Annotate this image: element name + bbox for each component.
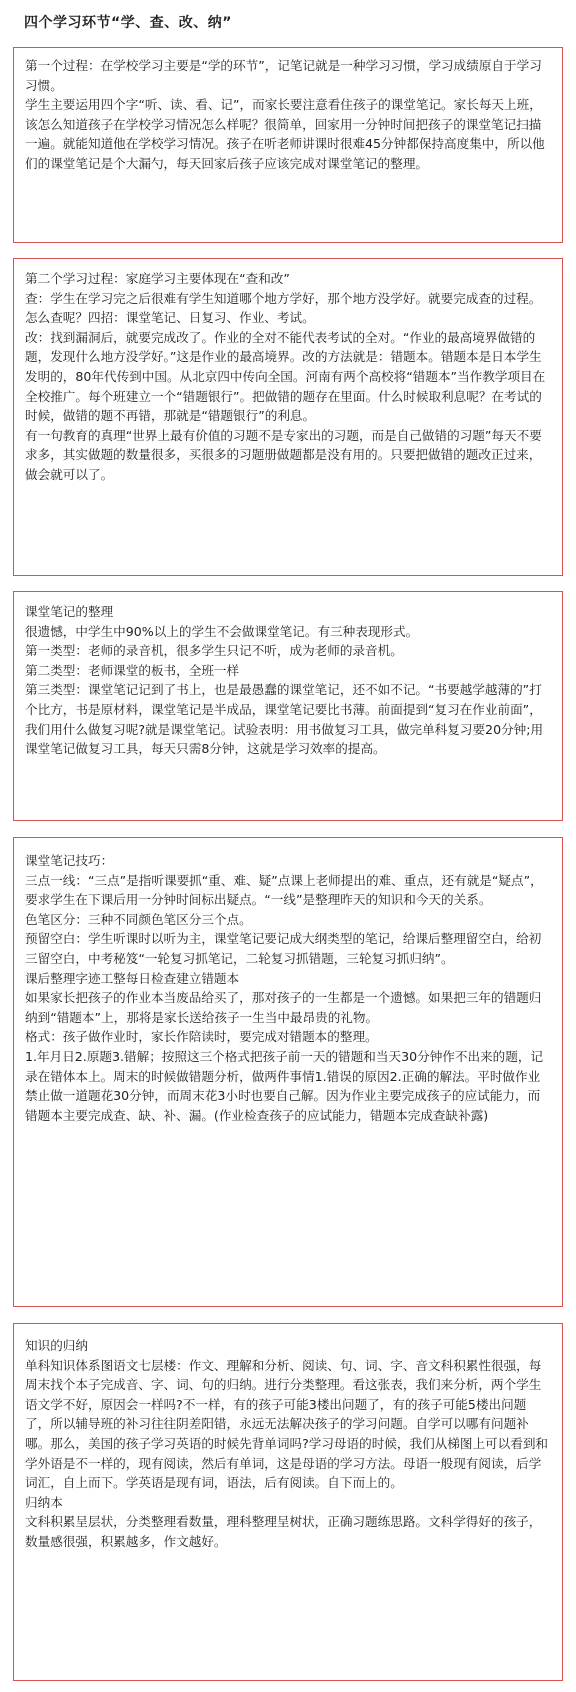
section-note-techniques xyxy=(13,837,563,1307)
paragraph: 三点一线：“三点”是指听课要抓“重、难、疑”点课上老师提出的难、重点，还有就是“疑点”，要求学生在下课后用一分钟时间标出疑点。“一线”是整理昨天的知识和今天的关系。 xyxy=(25,872,543,908)
section-heading: 知识的归纳 xyxy=(25,1338,88,1353)
page-title: 四个学习环节“学、查、改、纳” xyxy=(24,15,232,31)
paragraph: 查：学生在学习完之后很难有学生知道哪个地方学好，那个地方没学好。就要完成查的过程。怎么查呢？四招：课堂笔记、日复习、作业、考试。 xyxy=(25,290,542,326)
paragraph: 单科知识体系图语文七层楼：作文、理解和分析、阅读、句、词、字、音文科积累性很强，每周末找个本子完成音、字、词、句的归纳。进行分类整理。看这张表，我们来分析，两个学生语文学不好，原因会一样吗?不一样，有的孩子可能3楼出问题了，有的孩子可能5楼出问题了，所以辅导班的补习往往阴差阳错，永远无法解决孩子的学习问题。自学可以哪有问题补哪。那么，美国的孩子学习英语的时候先背单词吗?学习母语的时候，我们从梯图上可以看到和学外语是不一样的，现有阅读，然后有单词，这是母语的学习方法。母语一般现有阅读，后学词汇，自上而下。学英语是现有词，语法，后有阅读。自下而上的。 xyxy=(25,1357,549,1491)
paragraph: 第一个过程：在学校学习主要是“学的环节”，记笔记就是一种学习习惯，学习成绩原自于学习习惯。 xyxy=(25,58,542,93)
paragraph: 很遗憾，中学生中90%以上的学生不会做课堂笔记。有三种表现形式。 xyxy=(25,623,419,639)
section-heading: 课堂笔记的整理 xyxy=(25,604,114,619)
section-learn xyxy=(13,47,563,243)
paragraph: 文科积累呈层状，分类整理看数量，理科整理呈树状，正确习题练思路。文科学得好的孩子，数量感很强，积累越多，作文越好。 xyxy=(25,1514,542,1549)
paragraph: 归纳本 xyxy=(25,1494,63,1510)
section-check-and-correct xyxy=(13,258,563,576)
paragraph: 第三类型：课堂笔记记到了书上，也是最愚蠢的课堂笔记，还不如不记。“书要越学越薄的”打个比方，书是原材料，课堂笔记是半成品，课堂笔记要比书薄。前面提到“复习在作业前面”，我们用什么做复习呢?就是课堂笔记。试验表明：用书做复习工具，做完单科复习要20分钟;用课堂笔记做复习工具，每天只需8分钟，这就是学习效率的提高。 xyxy=(25,682,544,757)
paragraph: 有一句教育的真理“世界上最有价值的习题不是专家出的习题，而是自己做错的习题”每天不要求多，其实做题的数量很多，买很多的习题册做题都是没有用的。只要把做错的题改正过来，做会就可以了。 xyxy=(25,427,542,482)
paragraph: 如果家长把孩子的作业本当废品给买了，那对孩子的一生都是一个遗憾。如果把三年的错题归纳到“错题本”上，那将是家长送给孩子一生当中最昂贵的礼物。 xyxy=(25,990,542,1025)
paragraph: 格式：孩子做作业时，家长作陪读时，要完成对错题本的整理。 xyxy=(25,1029,378,1045)
section-note-organizing xyxy=(13,591,563,821)
paragraph: 改：找到漏洞后，就要完成改了。作业的全对不能代表考试的全对。“作业的最高境界做错的题，发现什么地方没学好。”这是作业的最高境界。改的方法就是：错题本。错题本是日本学生发明的，80年代传到中国。从北京四中传向全国。河南有两个高校将“错题本”当作教学项目在全校推广。每个班建立一个“错题银行”。把做错的题存在里面。什么时候取利息呢？在考试的时候，做错的题不再错，那就是“错题银行”的利息。 xyxy=(25,329,546,424)
paragraph: 学生主要运用四个字“听、读、看、记”，而家长要注意看住孩子的课堂笔记。家长每天上班，该怎么知道孩子在学校学习情况怎么样呢？很简单，回家用一分钟时间把孩子的课堂笔记扫描一遍。就能知道他在学校学习情况。孩子在听老师讲课时很难45分钟都保持高度集中，所以他们的课堂笔记是个大漏勺，每天回家后孩子应该完成对课堂笔记的整理。 xyxy=(25,97,545,171)
section-knowledge-summary xyxy=(13,1323,563,1681)
section-heading: 第二个学习过程：家庭学习主要体现在“查和改” xyxy=(25,271,290,286)
paragraph: 1.年月日2.原题3.错解；按照这三个格式把孩子前一天的错题和当天30分钟作不出来的题，记录在错体本上。周末的时候做错题分析，做两件事情1.错误的原因2.正确的解法。平时做作业禁止做一道题花30分钟，而周末花3小时也要自己解。因为作业主要完成孩子的应试能力，而错题本主要完成查、缺、补、漏。(作业检查孩子的应试能力，错题本完成查缺补露) xyxy=(25,1048,544,1123)
paragraph: 课后整理字迹工整每日检查建立错题本 xyxy=(25,970,240,986)
paragraph: 色笔区分：三种不同颜色笔区分三个点。 xyxy=(25,911,252,927)
paragraph: 第一类型：老师的录音机，很多学生只记不听，成为老师的录音机。 xyxy=(25,643,403,659)
paragraph: 预留空白：学生听课时以听为主，课堂笔记要记成大纲类型的笔记，给课后整理留空白，给初三留空白，中考秘笈“一轮复习抓笔记，二轮复习抓错题，三轮复习抓归纳”。 xyxy=(25,931,542,966)
paragraph: 第二类型：老师课堂的板书，全班一样 xyxy=(25,662,240,678)
section-heading: 课堂笔记技巧： xyxy=(25,853,114,868)
